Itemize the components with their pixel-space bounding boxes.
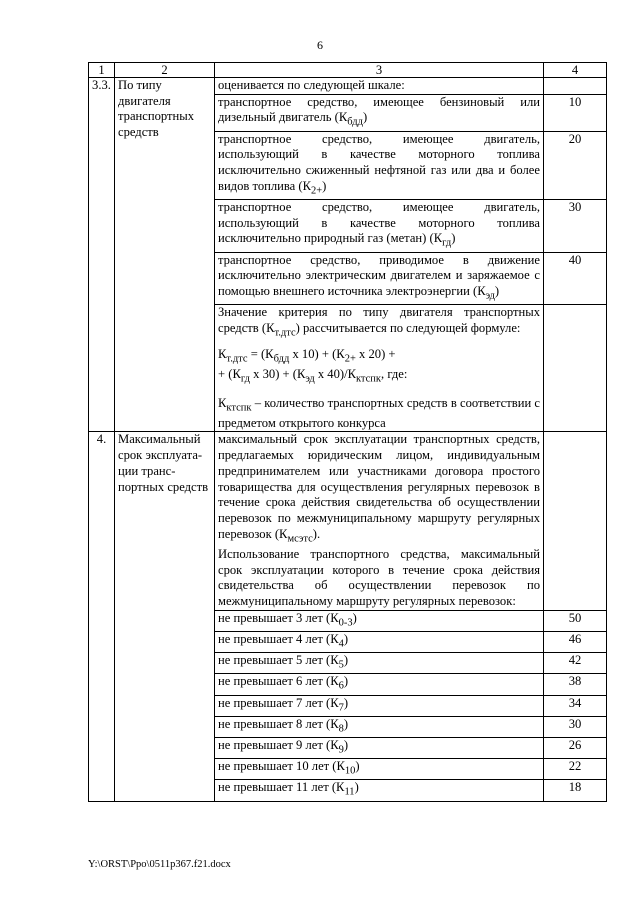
points-cell: 26 [544,738,607,759]
header-cell: 3 [215,63,544,78]
scale-item: транспортное средство, имеющее бензиновый или дизельный двигатель $(К_{бдд})$ [215,94,544,131]
points-cell [544,78,607,95]
table-row [89,78,607,95]
points-cell: 40 [544,252,607,305]
scale-item: не превышает 9 лет $(К_9)$ [215,738,544,759]
scale-item: транспортное средство, имеющее двигатель, использующий в качестве моторного топлива исключительно сжиженный нефтяной газ или два и более видов топлива $(К_{2+})$ [215,131,544,199]
scale-item: не превышает 11 лет $(К_{11})$ [215,780,544,801]
criterion-description: максимальный срок эксплуатации транспортных средств, предлагаемых юридическим лицом, индивидуальным предпринимателем или участниками договора простого товарищества для осуществления регулярных перевозок в течение срока действия свидетельства об осуществлении перевозок по межмуниципальному маршруту регулярных перевозок $(К_{мсэтс})$. Использование транспортного средства, максимальный срок эксплуатации которого в течение срока действия свидетельства об осуществлении перевозок по межмуниципальному маршруту регулярных перевозок: [215,432,544,610]
points-cell: 20 [544,131,607,199]
points-cell: 30 [544,716,607,737]
page-number: 6 [317,38,323,52]
points-cell: 34 [544,695,607,716]
scale-item: транспортное средство, приводимое в движение исключительно электрическим двигателем и заряжаемое с помощью внешнего источника электроэнергии $(К_{эд})$ [215,252,544,305]
points-cell: 38 [544,674,607,695]
row-number: 3.3. [89,78,115,432]
header-cell: 2 [115,63,215,78]
formula: $К_{т.дтс} = (К_{бдд}$ x $10) + (К_{2+}$ x 20) + + ($К_{гд}$ x $30) + (К_{эд}$ x $40)/К_{ктспк}$, где: [218,347,408,385]
formula-block: Значение критерия по типу двигателя транспортных средств $(К_{т.дтс})$ рассчитывается по следующей формуле: $К_{т.дтс} = (К_{бдд}$ x $10) + (К_{2+}$ x 20) + + ($К_{гд}$ x $30) + (К_{эд}$ x $40)/К_{ктспк}$, где: $К_{ктспк}$ – количество транспортных средств в соответствии с предметом открытого конкурса [215,305,544,432]
scale-item: не превышает 10 лет $(К_{10})$ [215,759,544,780]
table-row [89,432,607,610]
points-cell: 22 [544,759,607,780]
scale-item: не превышает 5 лет $(К_5)$ [215,653,544,674]
points-cell: 30 [544,199,607,252]
points-cell: 50 [544,610,607,631]
points-cell: 42 [544,653,607,674]
points-cell [544,305,607,432]
header-cell: 1 [89,63,115,78]
criterion-name: По типу двигателя транспортных средств [115,78,215,432]
points-cell: 46 [544,631,607,652]
scale-item: не превышает 6 лет $(К_6)$ [215,674,544,695]
scale-item: не превышает 7 лет $(К_7)$ [215,695,544,716]
criteria-table [88,62,607,802]
scale-intro: оценивается по следующей шкале: [215,78,544,95]
scale-item: транспортное средство, имеющее двигатель, использующий в качестве моторного топлива исключительно природный газ (метан) $(К_{гд})$ [215,199,544,252]
criterion-name: Максимальный срок эксплуата-ции транс-портных средств [115,432,215,801]
points-cell: 18 [544,780,607,801]
scale-item: не превышает 8 лет $(К_8)$ [215,716,544,737]
header-cell: 4 [544,63,607,78]
points-cell: 10 [544,94,607,131]
scale-item: не превышает 4 лет $(К_4)$ [215,631,544,652]
file-path-footer: Y:\ORST\Ppo\0511p367.f21.docx [88,859,231,870]
table-header-row [89,63,607,78]
scale-item: не превышает 3 лет $(К_{0-3})$ [215,610,544,631]
row-number: 4. [89,432,115,801]
points-cell [544,432,607,610]
